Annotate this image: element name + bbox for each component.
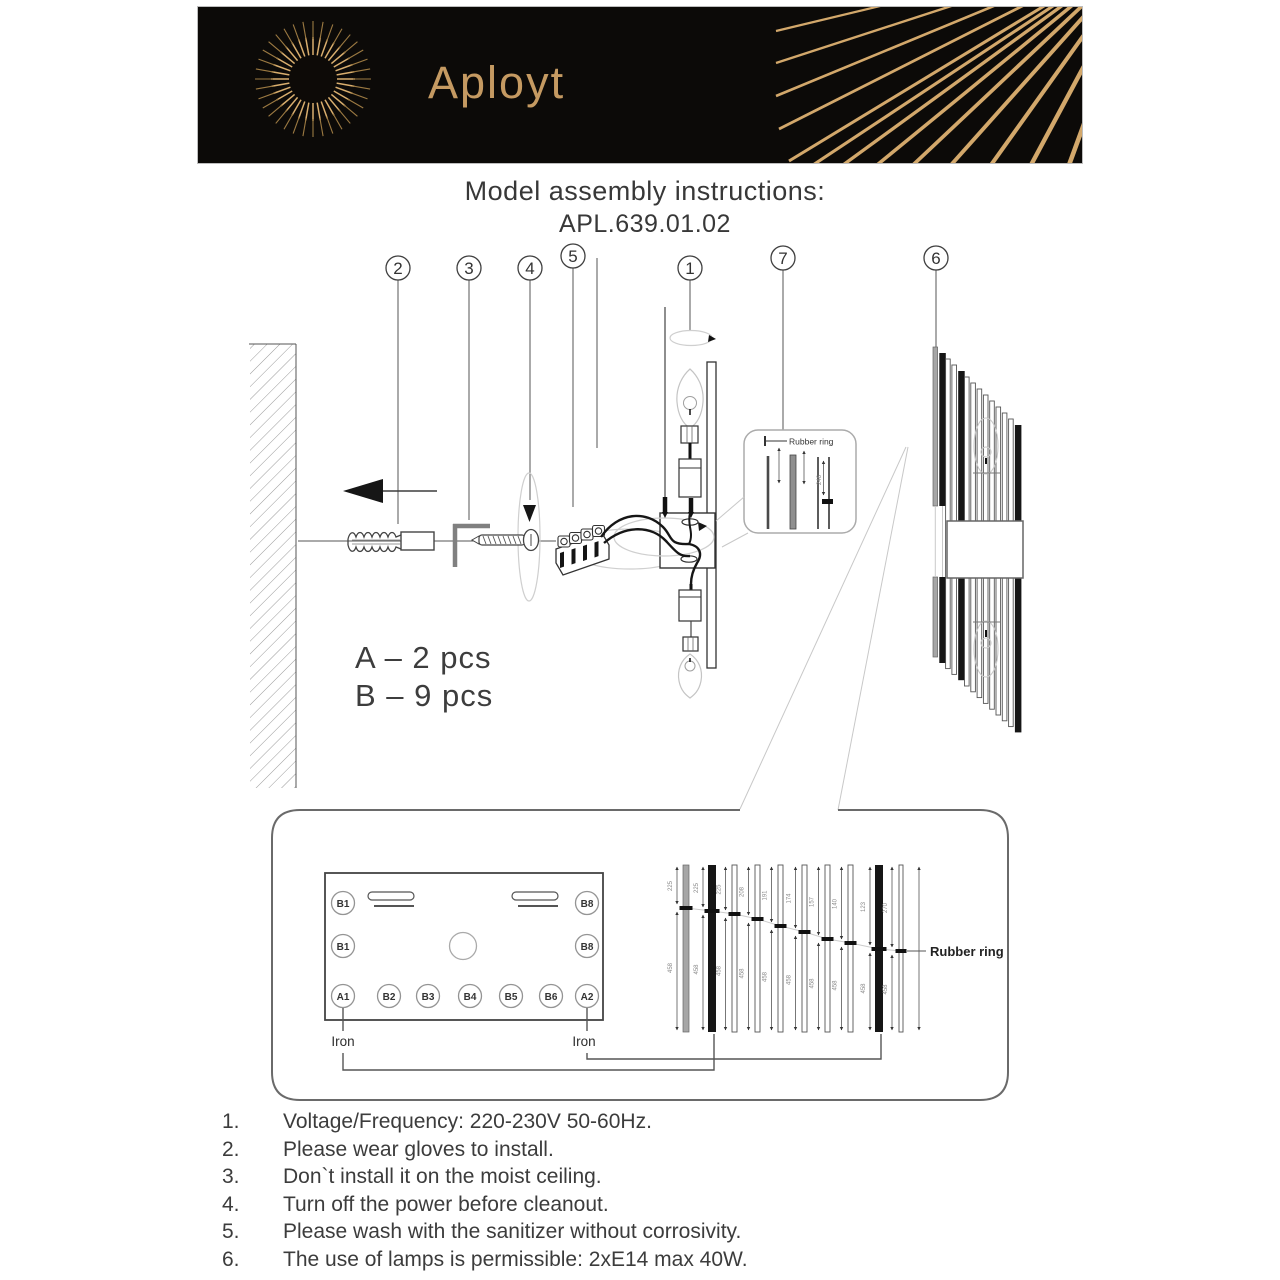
svg-text:458: 458: [716, 965, 723, 977]
wall: [249, 344, 296, 788]
svg-text:B5: B5: [504, 991, 518, 1003]
slot-left: [368, 892, 414, 900]
pin-b1-top: [332, 892, 355, 915]
svg-text:157: 157: [809, 896, 816, 908]
svg-text:270: 270: [883, 902, 889, 914]
svg-text:140: 140: [832, 898, 839, 910]
instruction-number: 6.: [222, 1247, 240, 1271]
instruction-item: [222, 1191, 748, 1219]
rubber-ring-detail-label: Rubber ring: [789, 436, 834, 447]
instruction-text: The use of lamps is permissible: 2xE14 max 40W.: [283, 1247, 748, 1271]
iron-label-right: Iron: [572, 1034, 596, 1049]
svg-text:5: 5: [568, 247, 578, 266]
legend-b: B – 9 pcs: [355, 678, 494, 713]
svg-text:6: 6: [931, 249, 941, 268]
instruction-text: Voltage/Frequency: 220-230V 50-60Hz.: [283, 1110, 652, 1133]
detail-box: [272, 810, 1008, 1100]
callout-3: [457, 256, 481, 280]
svg-text:458: 458: [861, 983, 867, 994]
svg-text:225: 225: [668, 880, 674, 892]
instructions-list: [222, 1108, 748, 1273]
svg-text:4: 4: [525, 259, 535, 278]
brand-name: Aployt: [428, 57, 566, 108]
svg-text:B2: B2: [382, 991, 396, 1003]
direction-arrow-icon: [343, 479, 437, 503]
instruction-item: [222, 1163, 748, 1191]
pin-b3: [417, 985, 440, 1008]
svg-text:B6: B6: [544, 991, 558, 1003]
svg-text:7: 7: [778, 249, 788, 268]
insert-arrow-icon: [523, 505, 536, 522]
svg-text:458: 458: [762, 971, 769, 983]
instruction-text: Don`t install it on the moist ceiling.: [283, 1165, 602, 1188]
callout-4: [518, 256, 542, 280]
pin-b8-top: [576, 892, 599, 915]
instruction-number: 2.: [222, 1137, 240, 1161]
svg-text:B4: B4: [463, 991, 477, 1003]
instruction-text: Please wear gloves to install.: [283, 1137, 554, 1161]
rubber-ring-label: Rubber ring: [930, 944, 1004, 959]
callout-7: [771, 246, 795, 270]
wall-fixture: [933, 347, 1023, 732]
svg-text:208: 208: [739, 886, 746, 898]
bulb-outline: [677, 369, 703, 428]
svg-text:191: 191: [762, 890, 769, 901]
instruction-item: [222, 1246, 748, 1274]
svg-text:458: 458: [832, 980, 839, 991]
svg-text:3: 3: [464, 259, 474, 278]
detail-dim: 246: [817, 474, 823, 486]
svg-text:A1: A1: [336, 991, 350, 1003]
model-number: APL.639.01.02: [559, 210, 731, 238]
pin-b1-mid: [332, 935, 355, 958]
backplate: [325, 873, 603, 1020]
legend-a: A – 2 pcs: [355, 640, 492, 675]
pin-a1: [332, 985, 355, 1008]
svg-text:123: 123: [861, 901, 867, 913]
svg-text:458: 458: [883, 984, 889, 995]
rubber-ring-detail: [744, 430, 856, 533]
svg-text:B1: B1: [336, 898, 350, 910]
svg-text:458: 458: [739, 968, 746, 979]
instruction-text: Please wash with the sanitizer without corrosivity.: [283, 1220, 742, 1243]
instruction-number: 1.: [222, 1110, 240, 1133]
callout-5: [561, 244, 585, 268]
svg-text:458: 458: [668, 962, 674, 974]
svg-text:1: 1: [685, 259, 695, 278]
instruction-number: 5.: [222, 1220, 240, 1243]
callout-1: [678, 256, 702, 280]
iron-label-left: Iron: [331, 1034, 355, 1049]
instruction-text: Turn off the power before cleanout.: [283, 1192, 609, 1216]
svg-text:B1: B1: [336, 941, 350, 953]
instruction-item: [222, 1218, 748, 1246]
wall-anchor: [348, 532, 434, 552]
rod-chart: [668, 865, 1004, 1032]
svg-text:B8: B8: [580, 941, 594, 953]
instruction-number: 4.: [222, 1192, 240, 1216]
svg-text:B3: B3: [421, 991, 435, 1003]
instruction-number: 3.: [222, 1165, 240, 1188]
callouts: [386, 244, 948, 280]
svg-text:174: 174: [786, 893, 793, 904]
svg-text:458: 458: [786, 974, 793, 986]
pin-b5: [500, 985, 523, 1008]
pin-b8-mid: [576, 935, 599, 958]
center-hole: [450, 933, 477, 960]
callout-2: [386, 256, 410, 280]
pin-b2: [378, 985, 401, 1008]
svg-text:458: 458: [809, 978, 816, 989]
lower-lamp-assembly: [678, 584, 701, 698]
fixture-band: [947, 521, 1023, 578]
instruction-item: [222, 1136, 748, 1164]
pin-a2: [576, 985, 599, 1008]
svg-text:B8: B8: [580, 898, 594, 910]
svg-text:225: 225: [694, 882, 700, 894]
svg-text:458: 458: [694, 964, 700, 975]
pin-b6: [540, 985, 563, 1008]
instruction-item: [222, 1108, 748, 1136]
page-title: Model assembly instructions:: [464, 176, 826, 206]
slot-right: [512, 892, 558, 900]
callout-6: [924, 246, 948, 270]
svg-text:225: 225: [716, 884, 723, 895]
svg-text:A2: A2: [580, 991, 594, 1003]
svg-text:2: 2: [393, 259, 403, 278]
pin-b4: [459, 985, 482, 1008]
